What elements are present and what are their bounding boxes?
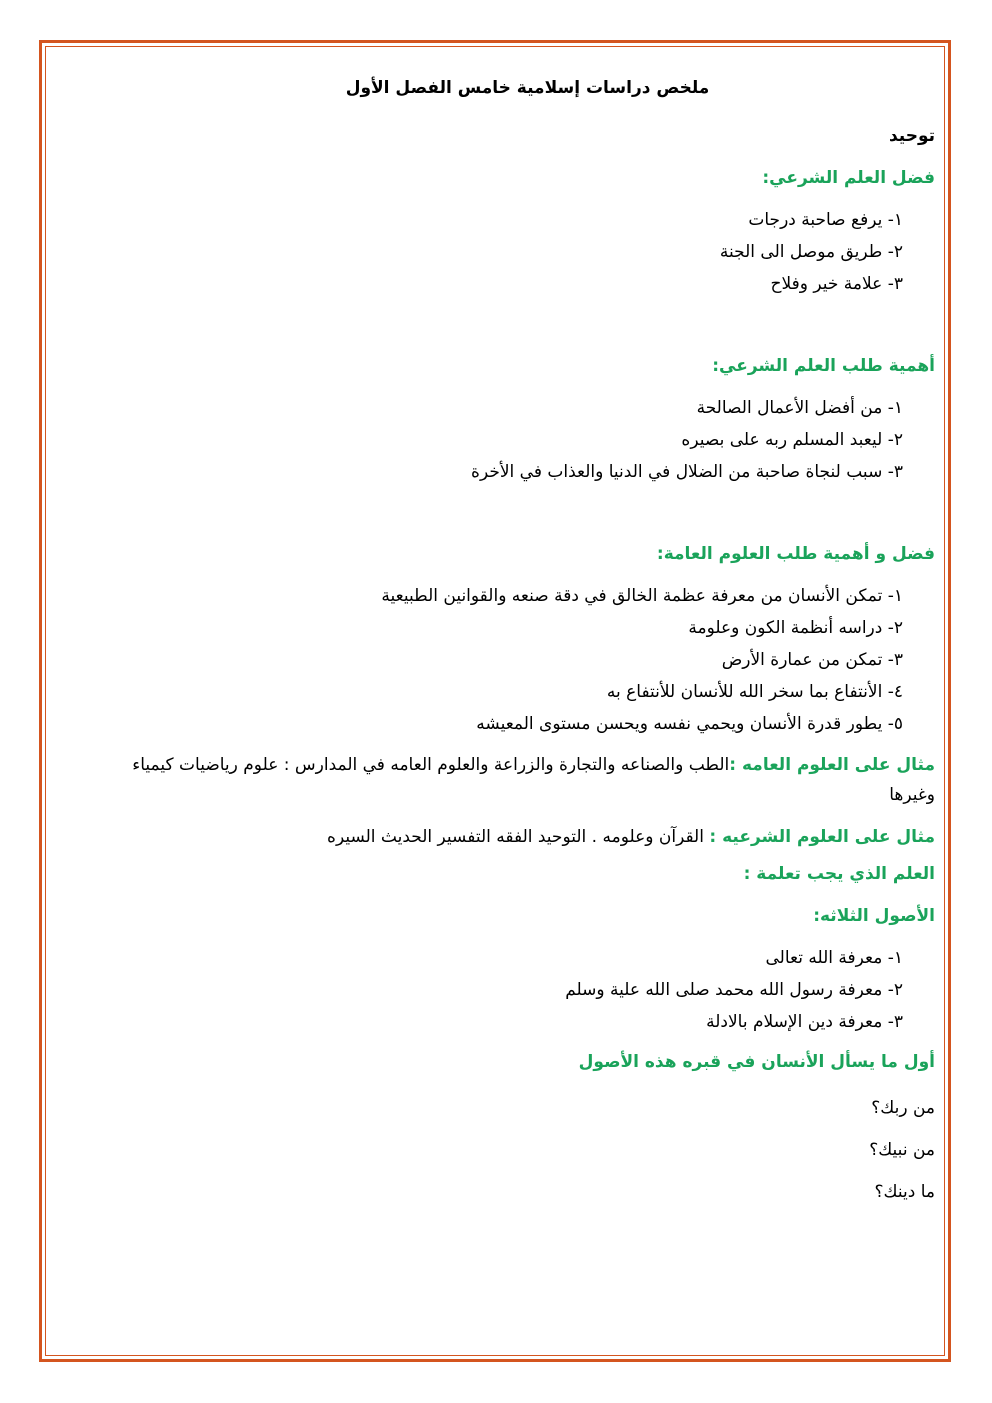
fadl-ilm-list xyxy=(120,204,935,300)
list-item: ٥- يطور قدرة الأنسان ويحمي نفسه ويحسن مستوى المعيشه xyxy=(476,714,903,734)
question-item: من ربك؟ xyxy=(871,1098,935,1118)
must-learn-heading: العلم الذي يجب تعلمة : xyxy=(743,864,935,884)
question-item: ما دينك؟ xyxy=(874,1182,935,1202)
example-sharia-text: القرآن وعلومه . التوحيد الفقه التفسير الحديث السيره xyxy=(327,827,710,847)
example-general-text: الطب والصناعه والتجارة والزراعة والعلوم العامه في المدارس : علوم رياضيات كيمياء وغيرها xyxy=(132,755,935,805)
example-sharia-paragraph xyxy=(120,822,935,852)
list-item: ٣- تمكن من عمارة الأرض xyxy=(721,650,903,670)
list-item: ٢- دراسه أنظمة الكون وعلومة xyxy=(688,618,903,638)
example-general-label: مثال على العلوم العامه : xyxy=(729,755,935,775)
page-title: ملخص دراسات إسلامية خامس الفصل الأول xyxy=(345,78,710,98)
uloom-amma-list xyxy=(120,580,935,740)
list-item: ٢- طريق موصل الى الجنة xyxy=(719,242,903,262)
usul-list xyxy=(120,942,935,1038)
list-item: ١- يرفع صاحبة درجات xyxy=(748,210,903,230)
example-sharia-label: مثال على العلوم الشرعيه : xyxy=(709,827,935,847)
usul-heading: الأصول الثلاثه: xyxy=(813,906,935,926)
list-item: ٣- سبب لنجاة صاحبة من الضلال في الدنيا والعذاب في الأخرة xyxy=(471,462,903,482)
ahamiya-ilm-heading: أهمية طلب العلم الشرعي: xyxy=(712,356,935,376)
list-item: ١- من أفضل الأعمال الصالحة xyxy=(696,398,903,418)
example-general-paragraph xyxy=(120,750,935,810)
ahamiya-ilm-list xyxy=(120,392,935,488)
list-item: ٣- علامة خير وفلاح xyxy=(770,274,903,294)
list-item: ٢- ليعبد المسلم ربه على بصيره xyxy=(681,430,903,450)
list-item: ٣- معرفة دين الإسلام بالادلة xyxy=(706,1012,903,1032)
first-asked-heading: أول ما يسأل الأنسان في قبره هذه الأصول xyxy=(578,1052,935,1072)
list-item: ١- معرفة الله تعالى xyxy=(765,948,903,968)
document-body xyxy=(120,66,935,1224)
uloom-amma-heading: فضل و أهمية طلب العلوم العامة: xyxy=(656,544,935,564)
list-item: ١- تمكن الأنسان من معرفة عظمة الخالق في دقة صنعه والقوانين الطبيعية xyxy=(381,586,903,606)
list-item: ٢- معرفة رسول الله محمد صلى الله علية وسلم xyxy=(565,980,903,1000)
fadl-ilm-heading: فضل العلم الشرعي: xyxy=(762,168,935,188)
list-item: ٤- الأنتفاع بما سخر الله للأنسان للأنتفاع به xyxy=(606,682,903,702)
question-item: من نبيك؟ xyxy=(869,1140,935,1160)
section-title: توحيد xyxy=(888,126,935,146)
